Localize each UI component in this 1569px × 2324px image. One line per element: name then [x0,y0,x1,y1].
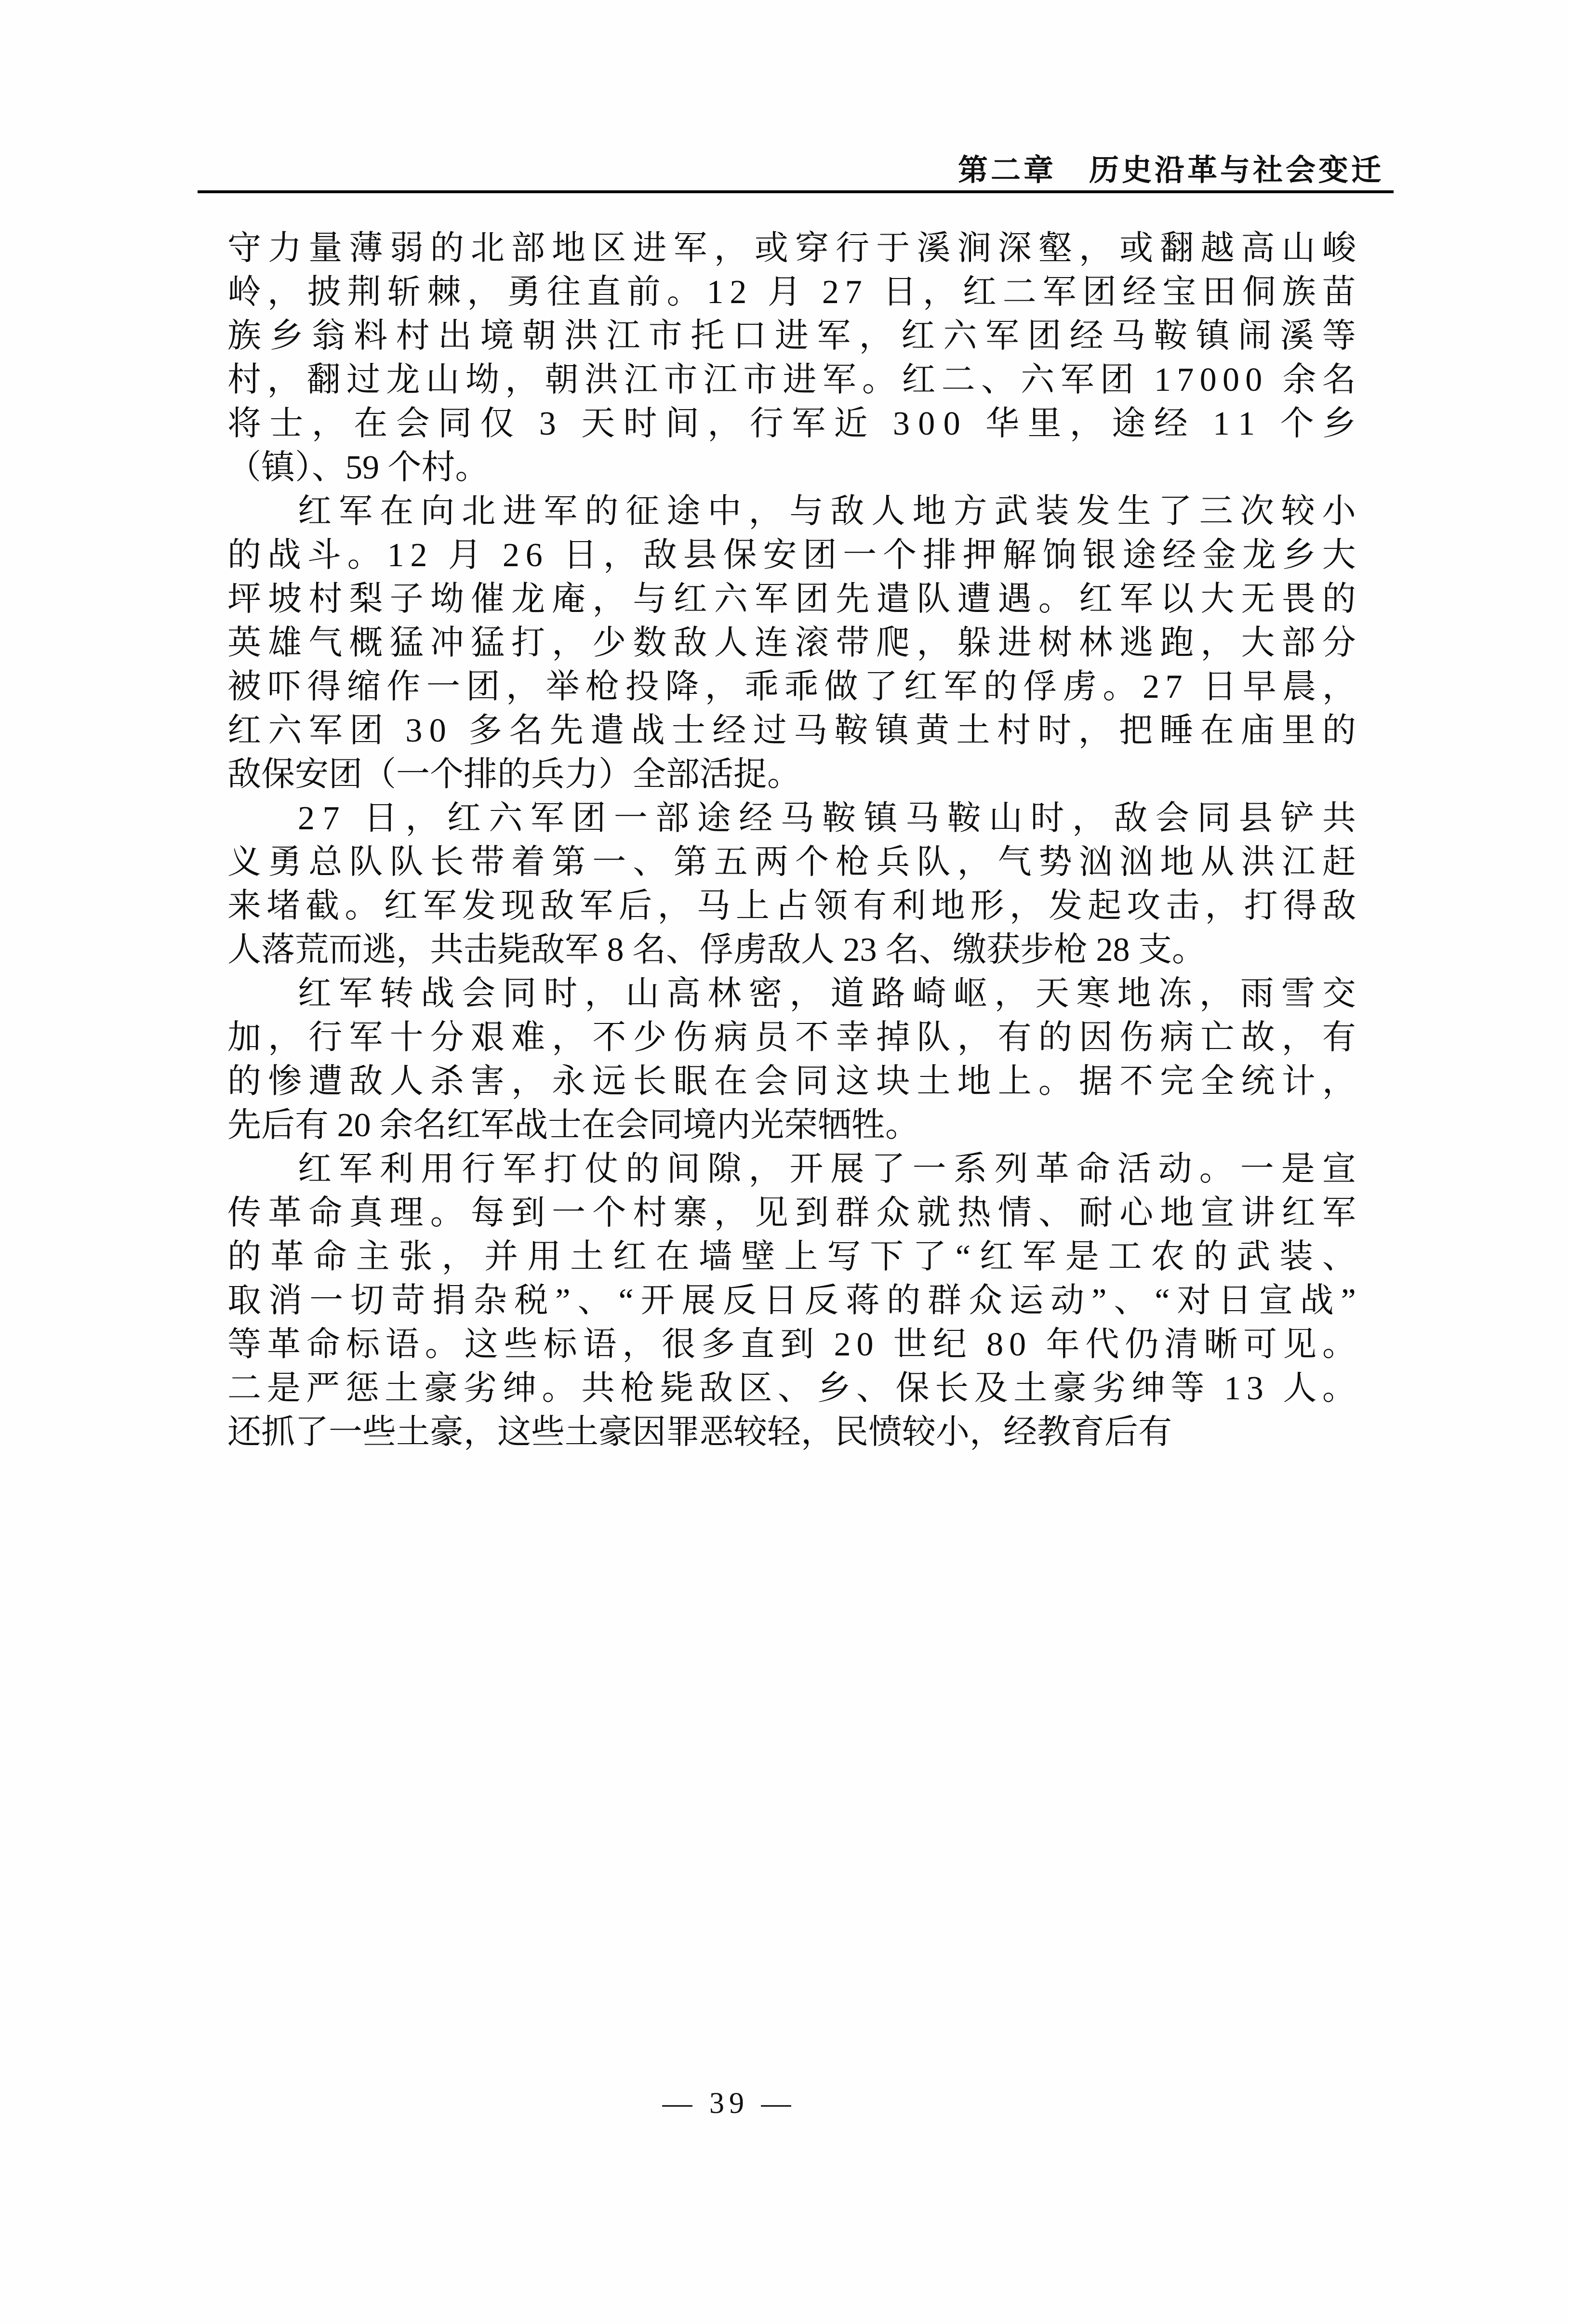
text-line [227,1279,1356,1323]
text-line-content: 族 乡 翁 料 村 出 境 朝 洪 江 市 托 口 进 军 ， 红 六 军 团 经 马 鞍 镇 闹 溪 等 [227,318,1356,355]
text-line [227,314,1356,358]
running-head-text: 第二章 历史沿革与社会变迁 [957,154,1384,187]
text-line [227,928,1356,972]
text-line [227,1410,1356,1454]
page-footer [0,2086,1569,2121]
text-line [227,446,1356,490]
header-rule-divider [198,190,1394,193]
text-line-content: 等 革 命 标 语 。 这 些 标 语 ， 很 多 直 到 2 0 世 纪 8 0 年 代 仍 清 晰 可 见 。 [227,1326,1356,1363]
text-line-content: 敌保安团（一个排的兵力）全部活捉。 [227,756,801,793]
text-line [227,226,1356,270]
text-line [227,490,1356,533]
text-line [227,358,1356,402]
text-line-content: （镇）、59 个村。 [227,449,489,486]
text-line-content: 传 革 命 真 理 。 每 到 一 个 村 寨 ， 见 到 群 众 就 热 情 、 耐 心 地 宣 讲 红 军 [227,1195,1356,1232]
text-line-content: 的 战 斗 。 1 2 月 2 6 日 ， 敌 县 保 安 团 一 个 排 押 解 饷 银 途 经 金 龙 乡 大 [227,537,1356,574]
text-line-content: 的 革 命 主 张 ， 并 用 土 红 在 墙 壁 上 写 下 了 “ 红 军 是 工 农 的 武 装 、 [227,1238,1356,1275]
text-line-content: 岭 ， 披 荆 斩 棘 ， 勇 往 直 前 。 1 2 月 2 7 日 ， 红 二 军 团 经 宝 田 侗 族 苗 [227,274,1356,311]
text-line [227,1016,1356,1060]
text-line-content: 二 是 严 惩 土 豪 劣 绅 。 共 枪 毙 敌 区 、 乡 、 保 长 及 土 豪 劣 绅 等 1 3 人 。 [227,1370,1356,1407]
text-line [227,884,1356,928]
text-line-content: 坪 坡 村 梨 子 坳 催 龙 庵 ， 与 红 六 军 团 先 遣 队 遭 遇 。 红 军 以 大 无 畏 的 [227,581,1356,618]
text-line [227,753,1356,797]
text-line-content: 红 六 军 团 3 0 多 名 先 遣 战 士 经 过 马 鞍 镇 黄 土 村 时 ， 把 睡 在 庙 里 的 [227,712,1356,749]
page-number: — 39 — [662,2087,796,2120]
text-line [227,1235,1356,1279]
running-head [198,120,1393,186]
text-line [227,797,1356,840]
text-line [227,1103,1356,1147]
text-line-content: 英 雄 气 概 猛 冲 猛 打 ， 少 数 敌 人 连 滚 带 爬 ， 躲 进 树 林 逃 跑 ， 大 部 分 [227,624,1356,662]
text-line-content: 村 ， 翻 过 龙 山 坳 ， 朝 洪 江 市 江 市 进 军 。 红 二 、 六 军 团 1 7 0 0 0 余 名 [227,361,1356,398]
text-line-content: 2 7 日 ， 红 六 军 团 一 部 途 经 马 鞍 镇 马 鞍 山 时 ， 敌 会 同 县 铲 共 [298,800,1356,837]
text-line-content: 的 惨 遭 敌 人 杀 害 ， 永 远 长 眠 在 会 同 这 块 土 地 上 。 据 不 完 全 统 计 ， [227,1063,1356,1100]
text-line-content: 被 吓 得 缩 作 一 团 ， 举 枪 投 降 ， 乖 乖 做 了 红 军 的 俘 虏 。 2 7 日 早 晨 ， [227,668,1356,705]
text-line [227,533,1356,577]
text-line-content: 守 力 量 薄 弱 的 北 部 地 区 进 军 ， 或 穿 行 于 溪 涧 深 壑 ， 或 翻 越 高 山 峻 [227,230,1356,267]
text-line [227,1367,1356,1410]
text-line [227,402,1356,446]
text-line [227,577,1356,621]
text-line [227,840,1356,884]
text-line-content: 红 军 在 向 北 进 军 的 征 途 中 ， 与 敌 人 地 方 武 装 发 生 了 三 次 较 小 [298,493,1356,530]
text-line [227,1191,1356,1235]
text-line [227,709,1356,753]
text-line-content: 红 军 转 战 会 同 时 ， 山 高 林 密 ， 道 路 崎 岖 ， 天 寒 地 冻 ， 雨 雪 交 [298,975,1356,1012]
text-line [227,665,1356,709]
text-line-content: 来 堵 截 。 红 军 发 现 敌 军 后 ， 马 上 占 领 有 利 地 形 ， 发 起 攻 击 ， 打 得 敌 [227,888,1356,925]
text-line [227,1147,1356,1191]
body-text-block [227,226,1356,1454]
text-line-content: 加 ， 行 军 十 分 艰 难 ， 不 少 伤 病 员 不 幸 掉 队 ， 有 的 因 伤 病 亡 故 ， 有 [227,1019,1356,1056]
text-line-content: 人落荒而逃，共击毙敌军 8 名、俘虏敌人 23 名、缴获步枪 28 支。 [227,931,1206,969]
text-line-content: 先后有 20 余名红军战士在会同境内光荣牺牲。 [227,1107,919,1144]
text-line [227,1323,1356,1367]
text-line-content: 义 勇 总 队 队 长 带 着 第 一 、 第 五 两 个 枪 兵 队 ， 气 势 汹 汹 地 从 洪 江 赶 [227,844,1356,881]
text-line [227,972,1356,1016]
text-line [227,270,1356,314]
text-line-content: 取 消 一 切 苛 捐 杂 税 ” 、 “ 开 展 反 日 反 蒋 的 群 众 运 动 ” 、 “ 对 日 宣 战 ” [227,1282,1356,1319]
text-line [227,1060,1356,1103]
text-line-content: 还抓了一些土豪，这些土豪因罪恶较轻，民愤较小，经教育后有 [227,1414,1172,1451]
text-line-content: 红 军 利 用 行 军 打 仗 的 间 隙 ， 开 展 了 一 系 列 革 命 活 动 。 一 是 宣 [298,1151,1356,1188]
text-line [227,621,1356,665]
text-line-content: 将 士 ， 在 会 同 仅 3 天 时 间 ， 行 军 近 3 0 0 华 里 ， 途 经 1 1 个 乡 [227,405,1356,442]
